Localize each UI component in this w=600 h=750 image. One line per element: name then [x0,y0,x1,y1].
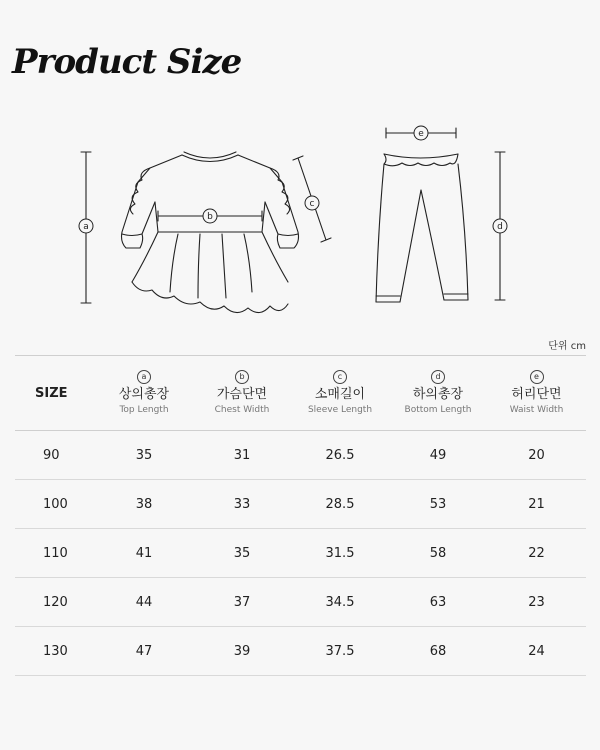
size-cell: 90 [15,431,95,480]
table-row [15,431,586,480]
table-row [15,480,586,529]
marker-e-badge: e [530,370,544,384]
value-cell: 41 [95,529,193,578]
value-cell: 35 [95,431,193,480]
value-cell: 33 [193,480,291,529]
garment-diagram [0,110,600,330]
column-header-sleeve-length [291,356,389,431]
column-header-chest-width [193,356,291,431]
value-cell: 68 [389,627,487,676]
column-title-en: Waist Width [509,404,564,415]
value-cell: 63 [389,578,487,627]
marker-a-label: a [83,222,89,232]
size-table [15,355,586,676]
value-cell: 47 [95,627,193,676]
page-title: Product Size [12,42,242,82]
marker-d-badge: d [431,370,445,384]
value-cell: 39 [193,627,291,676]
size-cell: 130 [15,627,95,676]
marker-a-badge: a [137,370,151,384]
column-title-ko: 가슴단면 [216,386,268,402]
table-row [15,627,586,676]
marker-e-label: e [418,129,424,139]
value-cell: 28.5 [291,480,389,529]
column-header-waist-width [487,356,586,431]
value-cell: 31.5 [291,529,389,578]
size-header: SIZE [35,385,68,401]
value-cell: 31 [193,431,291,480]
column-title-en: Bottom Length [404,404,472,415]
marker-c-label: c [309,199,315,209]
value-cell: 34.5 [291,578,389,627]
column-title-en: Sleeve Length [307,404,373,415]
value-cell: 37.5 [291,627,389,676]
value-cell: 44 [95,578,193,627]
value-cell: 26.5 [291,431,389,480]
size-cell: 120 [15,578,95,627]
marker-d-label: d [497,222,503,232]
top-garment-illustration [122,152,299,313]
table-row [15,578,586,627]
column-header-bottom-length [389,356,487,431]
value-cell: 23 [487,578,586,627]
size-cell: 110 [15,529,95,578]
unit-label: 단위 cm [548,341,586,352]
marker-b-badge: b [235,370,249,384]
column-header-top-length [95,356,193,431]
value-cell: 37 [193,578,291,627]
value-cell: 35 [193,529,291,578]
value-cell: 24 [487,627,586,676]
size-cell: 100 [15,480,95,529]
column-title-en: Chest Width [214,404,270,415]
column-title-ko: 허리단면 [511,386,562,402]
column-title-en: Top Length [119,404,169,415]
value-cell: 49 [389,431,487,480]
table-header-row [15,356,586,431]
value-cell: 38 [95,480,193,529]
value-cell: 20 [487,431,586,480]
table-row [15,529,586,578]
value-cell: 21 [487,480,586,529]
column-title-ko: 하의총장 [412,386,464,402]
pants-illustration [376,154,468,302]
marker-c-badge: c [333,370,347,384]
column-title-ko: 소매길이 [314,386,366,402]
marker-b-label: b [207,212,213,222]
column-title-ko: 상의총장 [118,386,170,402]
value-cell: 53 [389,480,487,529]
value-cell: 58 [389,529,487,578]
value-cell: 22 [487,529,586,578]
